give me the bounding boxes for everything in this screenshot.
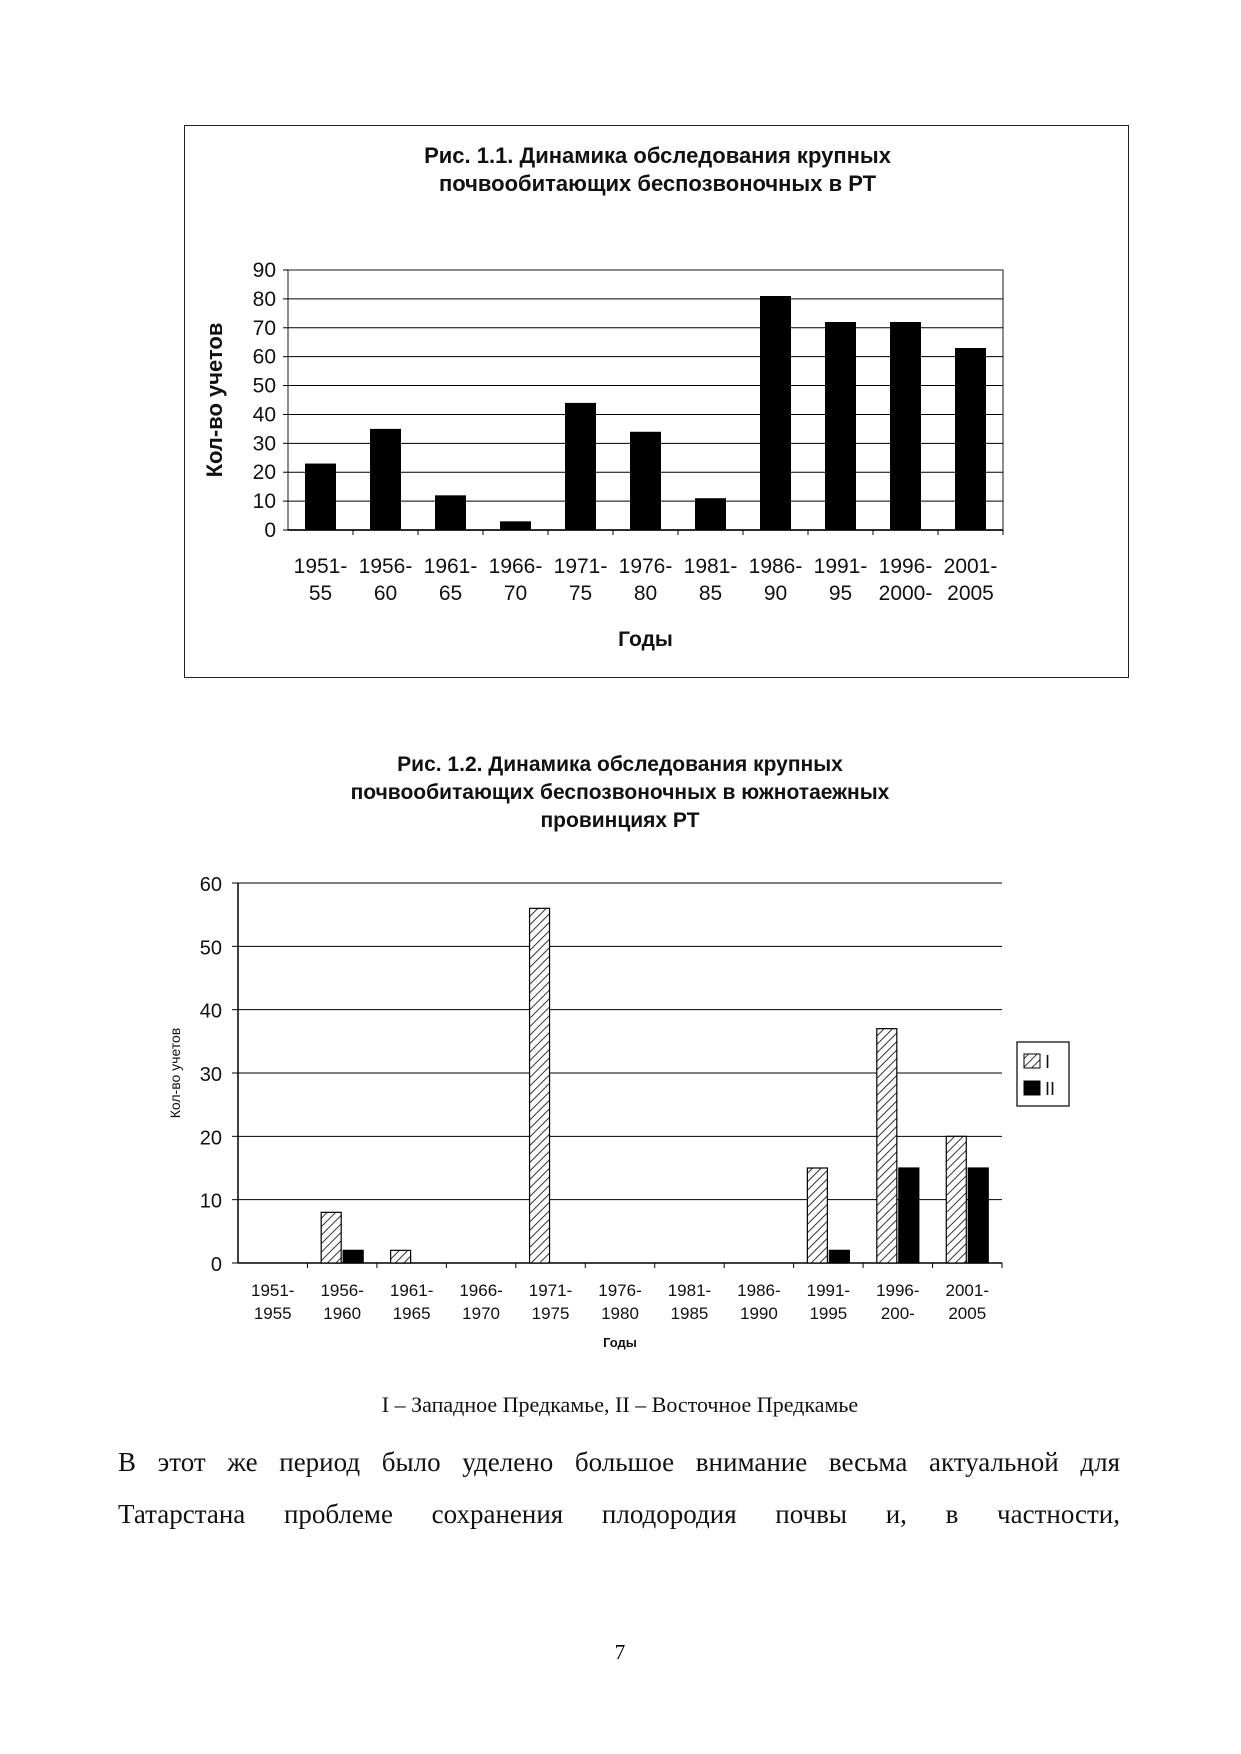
y-tick-label: 80: [252, 287, 276, 311]
x-tick-label: 2001-: [945, 1281, 990, 1300]
x-tick-label: 1971-: [553, 555, 608, 578]
y-tick-label: 0: [264, 519, 276, 542]
y-tick-label: 0: [210, 1254, 222, 1276]
chart-2-title: [200, 751, 1040, 835]
x-tick-label: 1991-: [806, 1281, 851, 1300]
x-tick-label: 1965: [392, 1304, 431, 1323]
y-tick-label: 40: [199, 1000, 222, 1023]
chart-1-title-line-2: почвообитающих беспозвоночных в РТ: [438, 171, 877, 196]
y-tick-label: 30: [199, 1064, 222, 1086]
bar: [565, 403, 596, 530]
y-tick-label: 90: [252, 259, 276, 282]
legend-swatch-I: [1024, 1054, 1040, 1068]
chart-2-title-line-3: провинциях РТ: [540, 809, 700, 832]
x-tick-label: 1976-: [598, 1281, 642, 1300]
chart-1-plot: [185, 126, 1128, 677]
bar-series-I: [877, 1029, 897, 1263]
x-tick-label: 1995: [809, 1304, 848, 1323]
bar: [825, 322, 856, 530]
x-tick-label: 1966-: [488, 555, 543, 578]
y-tick-label: 60: [252, 345, 276, 369]
chart-2-title-line-1: Рис. 1.2. Динамика обследования крупных: [397, 753, 843, 776]
x-tick-label: 1981-: [683, 555, 738, 578]
chart-1-frame: [184, 125, 1129, 678]
chart-1-title-line-1: Рис. 1.1. Динамика обследования крупных: [424, 143, 891, 168]
bar-series-II: [343, 1250, 363, 1263]
x-tick-label: 2005: [947, 582, 994, 605]
y-tick-label: 40: [252, 403, 276, 427]
bar-series-I: [530, 908, 550, 1263]
legend-swatch-II: [1024, 1081, 1040, 1095]
x-tick-label: 90: [763, 582, 788, 605]
x-tick-label: 1991-: [813, 555, 868, 578]
x-tick-label: 1966-: [459, 1281, 503, 1300]
figure-caption: I – Западное Предкамье, II – Восточное Предкамье: [381, 1392, 859, 1417]
y-tick-label: 20: [199, 1127, 222, 1150]
x-tick-label: 1960: [323, 1304, 362, 1323]
y-tick-label: 60: [199, 874, 222, 896]
x-axis-label: Годы: [618, 628, 673, 651]
x-tick-label: 1971-: [528, 1281, 573, 1300]
y-tick-label: 10: [252, 490, 276, 514]
x-tick-label: 1996-: [878, 555, 933, 578]
x-tick-label: 1985: [670, 1304, 709, 1323]
x-tick-label: 1970: [462, 1304, 501, 1323]
x-tick-label: 1996-: [876, 1281, 920, 1300]
x-tick-label: 1975: [531, 1304, 570, 1323]
y-tick-label: 50: [199, 937, 222, 960]
bar: [630, 432, 661, 530]
x-tick-label: 1976-: [618, 555, 673, 578]
bar: [890, 322, 921, 530]
x-tick-label: 85: [698, 582, 723, 605]
x-tick-label: 1990: [739, 1304, 778, 1323]
x-tick-label: 1951-: [250, 1281, 295, 1300]
bar-series-II: [829, 1250, 849, 1263]
y-tick-label: 50: [252, 374, 276, 398]
legend-label-II: II: [1045, 1079, 1056, 1099]
page-number: 7: [614, 1640, 626, 1664]
x-tick-label: 1986-: [748, 555, 803, 578]
y-tick-label: 20: [252, 461, 276, 485]
x-tick-label: 1956-: [358, 555, 413, 578]
x-tick-label: 75: [568, 582, 593, 605]
bar: [760, 296, 791, 530]
x-tick-label: 2005: [948, 1304, 987, 1323]
x-tick-label: 1986-: [737, 1281, 781, 1300]
x-tick-label: 1955: [253, 1304, 292, 1323]
bar-series-II: [968, 1168, 988, 1263]
x-tick-label: 55: [308, 582, 333, 605]
bar: [695, 498, 726, 530]
bar: [435, 495, 466, 530]
x-tick-label: 65: [438, 582, 463, 605]
y-axis-label: Кол-во учетов: [202, 322, 227, 478]
chart-2-title-line-2: почвообитающих беспозвоночных в южнотаежных: [350, 781, 890, 804]
x-tick-label: 1956-: [320, 1281, 364, 1300]
bar-series-II: [899, 1168, 919, 1263]
bar-series-I: [321, 1212, 341, 1263]
bar: [370, 429, 401, 530]
bar-series-I: [946, 1136, 966, 1263]
x-tick-label: 95: [828, 582, 853, 605]
x-tick-label: 2001-: [943, 555, 998, 578]
y-axis-label: Кол-во учетов: [167, 1027, 183, 1119]
bar-series-I: [391, 1250, 411, 1263]
x-tick-label: 70: [503, 582, 528, 605]
x-tick-label: 1961-: [423, 555, 478, 578]
paragraph-line-2: Татарстана проблеме сохранения плодородия почвы и, в частности,: [118, 1499, 1120, 1529]
y-tick-label: 30: [252, 432, 276, 456]
x-tick-label: 80: [633, 582, 658, 605]
bar: [500, 521, 531, 530]
y-tick-label: 10: [199, 1190, 222, 1213]
bar: [955, 348, 986, 530]
x-tick-label: 1981-: [667, 1281, 712, 1300]
bar: [305, 464, 336, 530]
paragraph-line-1: В этот же период было уделено большое внимание весьма актуальной для: [118, 1447, 1120, 1477]
x-tick-label: 2000-: [878, 582, 933, 605]
x-axis-label: Годы: [603, 1335, 637, 1350]
body-paragraph: [118, 1436, 1120, 1540]
x-tick-label: 200-: [880, 1304, 915, 1323]
x-tick-label: 60: [373, 582, 398, 605]
x-tick-label: 1951-: [293, 555, 348, 578]
chart-2-plot: [0, 860, 1241, 1360]
x-tick-label: 1980: [601, 1304, 639, 1323]
bar-series-I: [807, 1168, 827, 1263]
y-tick-label: 70: [252, 316, 276, 340]
x-tick-label: 1961-: [389, 1281, 434, 1300]
legend-label-I: I: [1045, 1052, 1051, 1072]
legend-box: [1017, 1042, 1069, 1106]
